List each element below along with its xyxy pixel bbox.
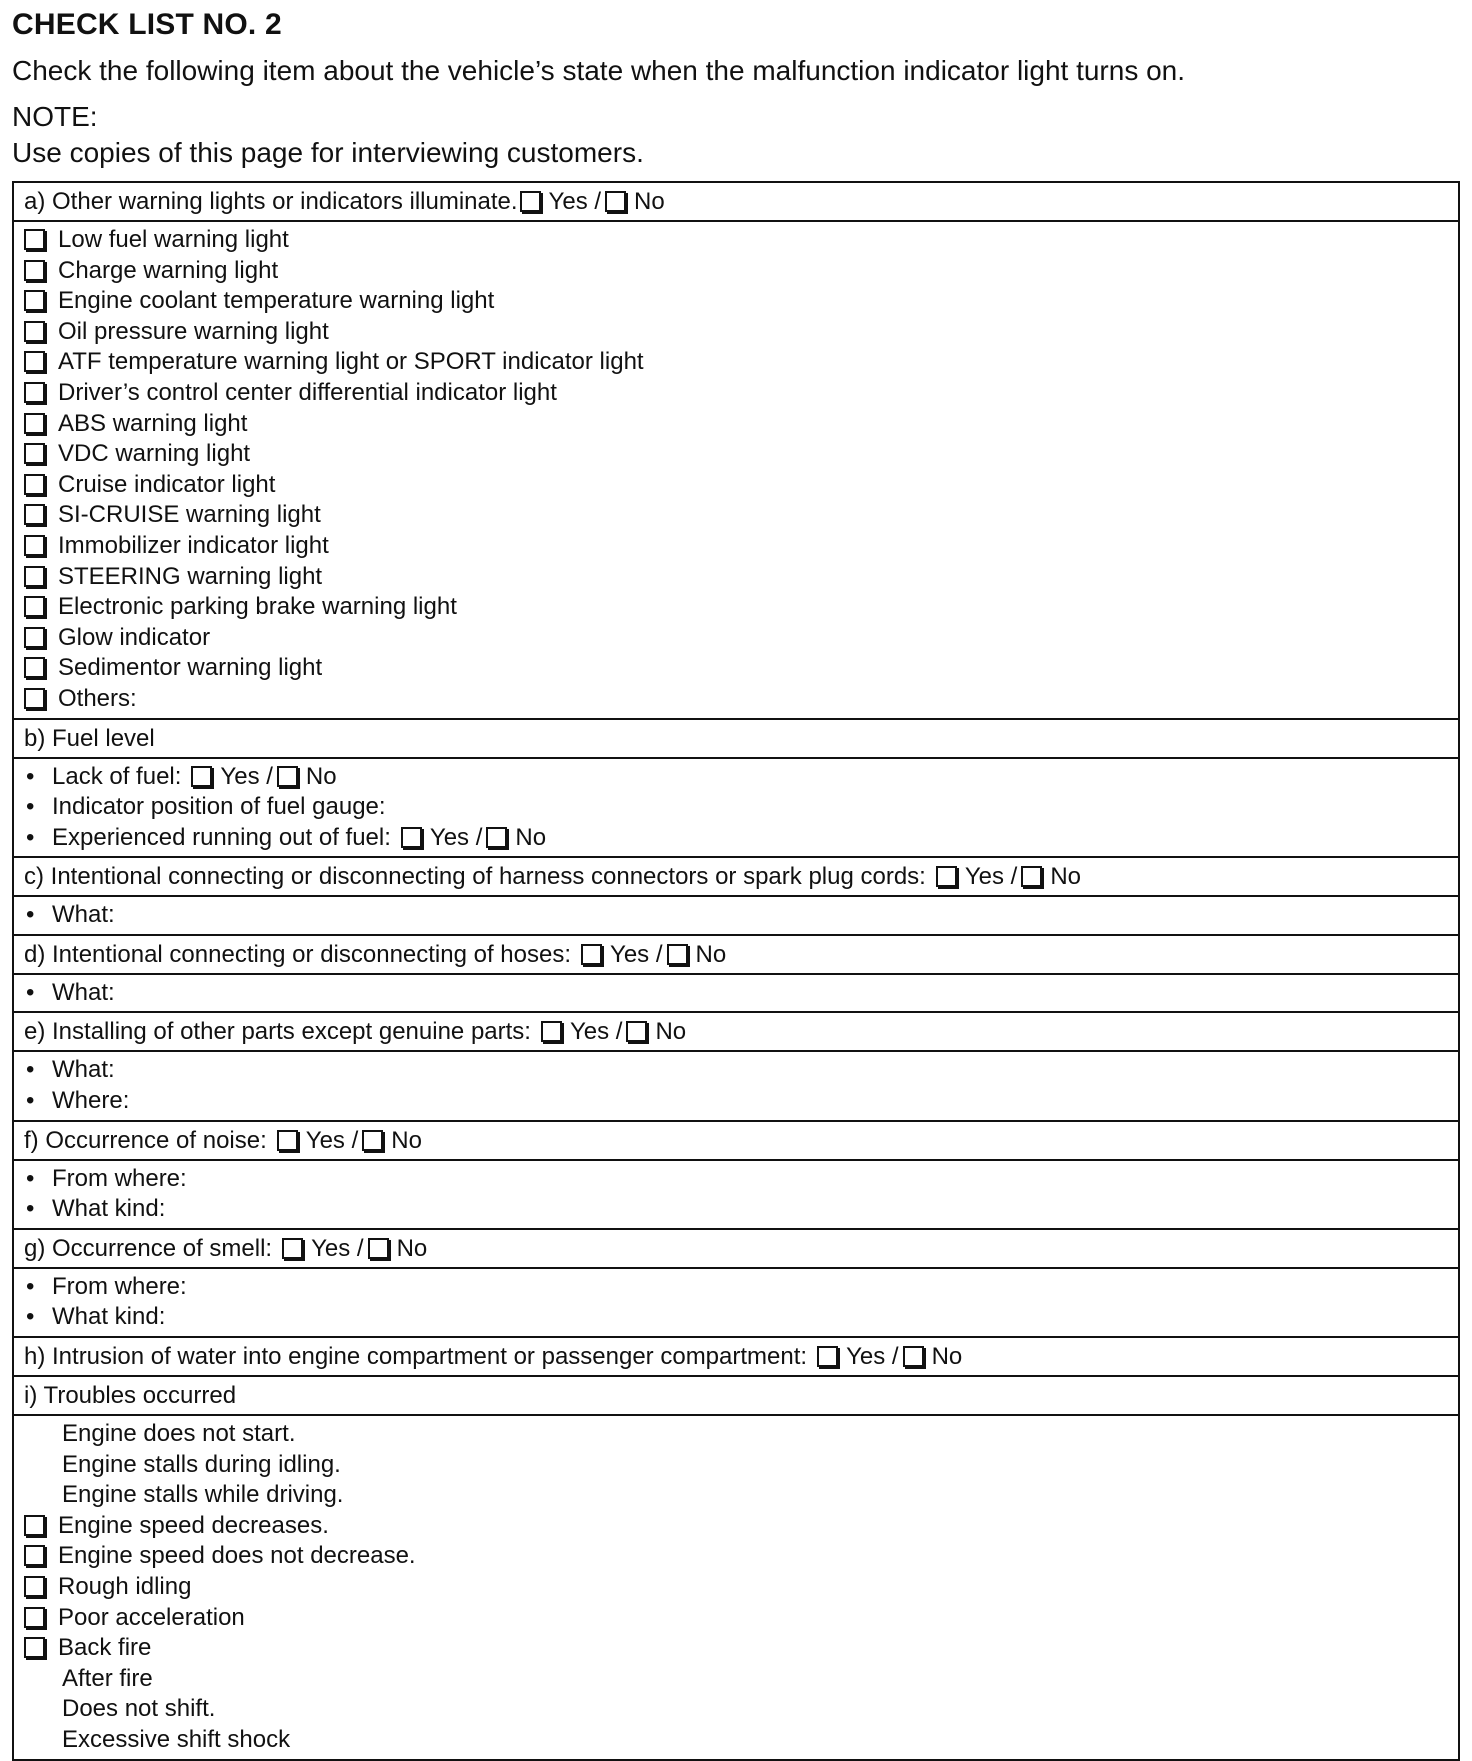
section-e-no-checkbox[interactable]	[626, 1021, 647, 1042]
yes-label: Yes /	[964, 863, 1018, 891]
list-item: Engine stalls during idling.	[62, 1450, 341, 1478]
indicator-position-label: Indicator position of fuel gauge:	[52, 793, 386, 821]
oil-pressure-checkbox[interactable]	[24, 321, 45, 342]
section-b-header	[14, 718, 1458, 757]
list-item: VDC warning light	[58, 440, 251, 468]
no-label: No	[1050, 863, 1082, 891]
list-item: Low fuel warning light	[58, 226, 289, 253]
bullet: •	[26, 1164, 35, 1192]
list-item: Back fire	[58, 1634, 152, 1662]
section-d-no-checkbox[interactable]	[667, 944, 688, 965]
what-label: What:	[52, 901, 115, 929]
yes-label: Yes /	[311, 1234, 364, 1262]
lack-of-fuel-yes-checkbox[interactable]	[191, 766, 212, 787]
section-f-yes-checkbox[interactable]	[277, 1130, 298, 1151]
list-item: ATF temperature warning light or SPORT indicator light	[58, 348, 644, 376]
rough-idling-checkbox[interactable]	[24, 1576, 45, 1597]
section-f-no-checkbox[interactable]	[362, 1130, 383, 1151]
no-label: No	[391, 1126, 422, 1154]
where-label: Where:	[52, 1087, 130, 1115]
ran-out-yes-checkbox[interactable]	[401, 827, 422, 848]
yes-label: Yes /	[220, 762, 273, 790]
list-item: Rough idling	[58, 1573, 192, 1600]
section-h-label: h) Intrusion of water into engine compartment or passenger compartment:	[24, 1343, 808, 1371]
sedimentor-checkbox[interactable]	[24, 657, 45, 678]
section-e-label: e) Installing of other parts except genuine parts:	[24, 1018, 531, 1046]
yes-label: Yes /	[846, 1343, 899, 1371]
section-a-body	[14, 220, 1458, 718]
section-c-body	[14, 895, 1458, 934]
note-text: Use copies of this page for interviewing customers.	[12, 137, 644, 168]
note-label: NOTE:	[12, 101, 98, 132]
what-kind-label: What kind:	[52, 1195, 166, 1223]
section-e-header	[14, 1011, 1458, 1050]
no-label: No	[634, 188, 665, 215]
section-g-no-checkbox[interactable]	[368, 1238, 389, 1259]
no-label: No	[695, 940, 727, 968]
abs-checkbox[interactable]	[24, 413, 45, 434]
ran-out-no-checkbox[interactable]	[486, 827, 507, 848]
list-item: Others:	[58, 684, 137, 712]
bullet: •	[26, 823, 35, 851]
section-c-label: c) Intentional connecting or disconnecting of harness connectors or spark plug cords:	[24, 863, 926, 891]
section-g-yes-checkbox[interactable]	[282, 1238, 303, 1259]
list-item: Driver’s control center differential indicator light	[58, 378, 557, 406]
what-label: What:	[52, 978, 115, 1006]
immobilizer-checkbox[interactable]	[24, 535, 45, 556]
section-b-label: b) Fuel level	[24, 724, 155, 752]
list-item: Excessive shift shock	[62, 1725, 291, 1753]
yes-label: Yes /	[429, 823, 483, 851]
bullet: •	[26, 793, 35, 821]
list-item: Cruise indicator light	[58, 470, 276, 498]
no-label: No	[305, 762, 337, 790]
list-item: ABS warning light	[58, 409, 248, 437]
section-c-header	[14, 856, 1458, 895]
no-label: No	[515, 823, 547, 851]
engine-speed-not-decrease-checkbox[interactable]	[24, 1545, 45, 1566]
bullet: •	[26, 1195, 35, 1223]
list-item: Oil pressure warning light	[58, 317, 329, 345]
vdc-checkbox[interactable]	[24, 443, 45, 464]
list-item: Immobilizer indicator light	[58, 531, 329, 559]
section-g-label: g) Occurrence of smell:	[24, 1234, 273, 1262]
list-item: After fire	[62, 1664, 153, 1692]
no-label: No	[655, 1018, 687, 1046]
section-g-header	[14, 1228, 1458, 1267]
list-item: Engine speed does not decrease.	[58, 1542, 416, 1570]
bullet: •	[26, 1087, 35, 1115]
list-item: Engine stalls while driving.	[62, 1481, 344, 1509]
poor-acceleration-checkbox[interactable]	[24, 1607, 45, 1628]
section-d-yes-checkbox[interactable]	[581, 944, 602, 965]
list-item: SI-CRUISE warning light	[58, 501, 321, 529]
page-title: CHECK LIST NO. 2	[12, 8, 282, 41]
section-d-header	[14, 934, 1458, 973]
glow-checkbox[interactable]	[24, 627, 45, 648]
lack-of-fuel-no-checkbox[interactable]	[277, 766, 298, 787]
intro-text: Check the following item about the vehicle’s state when the malfunction indicator light turns on.	[12, 55, 1186, 86]
what-kind-label: What kind:	[52, 1303, 166, 1331]
yes-label: Yes /	[305, 1126, 359, 1154]
list-item: Charge warning light	[58, 256, 279, 284]
section-c-no-checkbox[interactable]	[1021, 866, 1042, 887]
section-e-yes-checkbox[interactable]	[541, 1021, 562, 1042]
bullet: •	[26, 762, 35, 790]
yes-label: Yes /	[569, 1018, 623, 1046]
section-i-label: i) Troubles occurred	[24, 1382, 237, 1410]
section-b-body	[14, 757, 1458, 857]
back-fire-checkbox[interactable]	[24, 1637, 45, 1658]
cruise-checkbox[interactable]	[24, 474, 45, 495]
steering-checkbox[interactable]	[24, 566, 45, 587]
list-item: Poor acceleration	[58, 1603, 245, 1631]
section-h-yes-checkbox[interactable]	[817, 1346, 838, 1367]
section-h-header	[14, 1336, 1458, 1375]
section-h-no-checkbox[interactable]	[903, 1346, 924, 1367]
from-where-label: From where:	[52, 1164, 187, 1192]
section-e-body	[14, 1050, 1458, 1119]
list-item: Engine does not start.	[62, 1420, 296, 1448]
checklist-table	[12, 181, 1460, 1761]
list-item: Glow indicator	[58, 623, 211, 651]
yes-label: Yes /	[610, 940, 663, 968]
section-a-yes-checkbox[interactable]	[520, 191, 541, 212]
section-a-label: a) Other warning lights or indicators illuminate.	[24, 188, 518, 215]
atf-temp-checkbox[interactable]	[24, 351, 45, 372]
section-a-no-checkbox[interactable]	[605, 191, 626, 212]
parking-brake-checkbox[interactable]	[24, 596, 45, 617]
section-d-body	[14, 973, 1458, 1012]
from-where-label: From where:	[52, 1272, 187, 1300]
charge-checkbox[interactable]	[24, 260, 45, 281]
section-i-body	[14, 1414, 1458, 1759]
engine-speed-decreases-checkbox[interactable]	[24, 1515, 45, 1536]
section-i-header	[14, 1375, 1458, 1414]
bullet: •	[26, 1272, 35, 1300]
center-diff-checkbox[interactable]	[24, 382, 45, 403]
coolant-temp-checkbox[interactable]	[24, 290, 45, 311]
section-f-header	[14, 1120, 1458, 1159]
section-g-body	[14, 1267, 1458, 1336]
bullet: •	[26, 1056, 35, 1084]
ran-out-label: Experienced running out of fuel:	[52, 823, 391, 851]
list-item: Does not shift.	[62, 1695, 216, 1723]
list-item: STEERING warning light	[58, 562, 323, 590]
section-c-yes-checkbox[interactable]	[936, 866, 957, 887]
bullet: •	[26, 1303, 35, 1331]
si-cruise-checkbox[interactable]	[24, 504, 45, 525]
section-f-body	[14, 1159, 1458, 1228]
section-a-header	[14, 183, 1458, 220]
section-f-label: f) Occurrence of noise:	[24, 1126, 267, 1154]
bullet: •	[26, 901, 35, 929]
no-label: No	[931, 1343, 963, 1371]
yes-label: Yes /	[548, 188, 602, 215]
bullet: •	[26, 978, 35, 1006]
no-label: No	[396, 1234, 428, 1262]
others-checkbox[interactable]	[24, 688, 45, 709]
what-label: What:	[52, 1056, 115, 1084]
section-d-label: d) Intentional connecting or disconnecting of hoses:	[24, 940, 572, 968]
low-fuel-checkbox[interactable]	[24, 229, 45, 250]
list-item: Sedimentor warning light	[58, 654, 323, 682]
list-item: Engine coolant temperature warning light	[58, 287, 495, 315]
list-item: Electronic parking brake warning light	[58, 593, 457, 621]
list-item: Engine speed decreases.	[58, 1511, 329, 1539]
lack-of-fuel-label: Lack of fuel:	[52, 762, 182, 790]
